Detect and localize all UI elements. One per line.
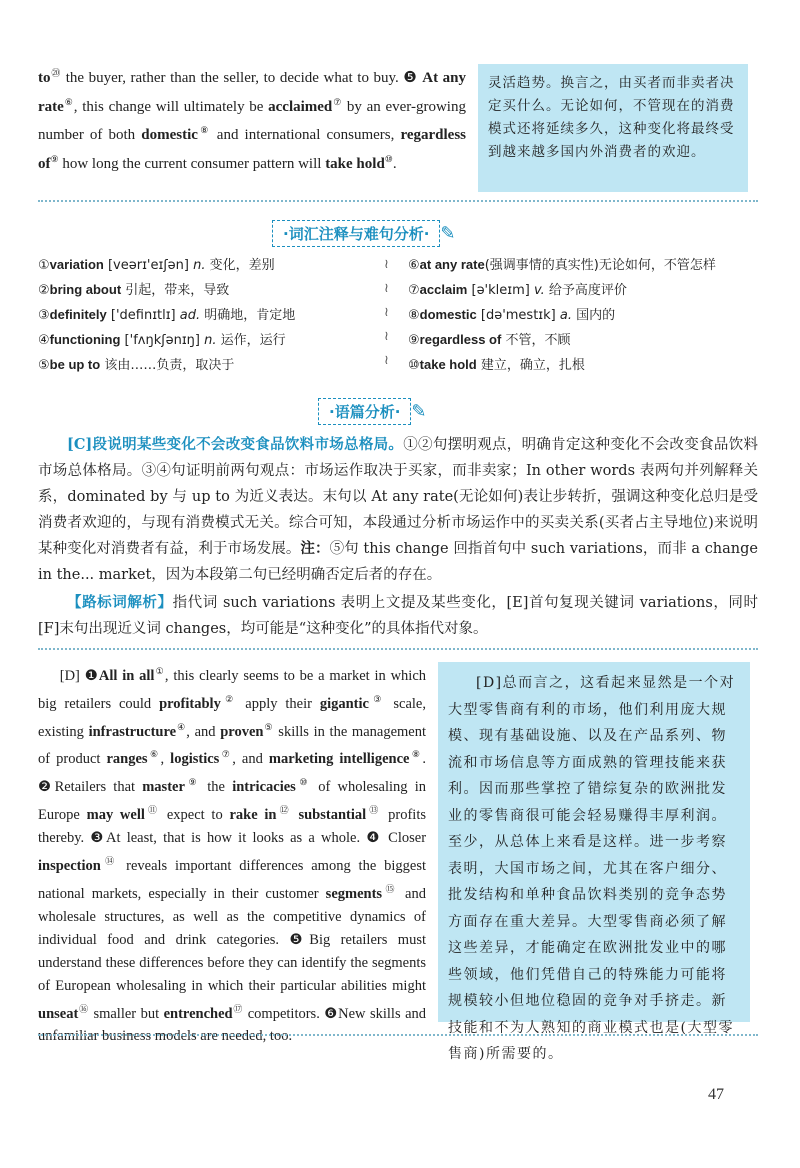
pen-icon: ✎ [440, 223, 456, 244]
paragraph-d-chinese-translation: [D]总而言之，这看起来显然是一个对大型零售商有利的市场，他们利用庞大规模、现有基础设施、以及在产品系列、物流和市场信息等方面成熟的管理技能来获利。因而那些掌控了错综复杂的欧洲批发业的零售商很可能会轻易赚得丰厚利润。至少，从总体上来看是这样。进一步考察表明，大国市场之间，尤其在客户细分、批发结构和单种食品饮料类别的竞争态势方面存在重大差异。大型零售商必须了解这些差异，才能确定在欧洲批发业中的哪些领域，他们凭借自己的特殊能力可能将规模较小但地位稳固的竞争对手挤走。新技能和不为人熟知的商业模式也是(大型零售商)所需要的。 [438, 662, 750, 1022]
vocab-item: ⑧domestic [də'mestɪk] a. 国内的 [408, 307, 616, 323]
analysis-section-title: ·语篇分析· [318, 398, 411, 425]
vocab-section-header [272, 220, 456, 247]
vocab-item: ④functioning ['fʌŋkʃənɪŋ] n. 运作，运行 [38, 332, 286, 348]
vocab-item: ⑩take hold 建立，确立，扎根 [408, 357, 585, 373]
vocab-list-left [38, 253, 368, 378]
divider [38, 648, 758, 650]
page-number: 47 [708, 1086, 724, 1103]
divider [38, 200, 758, 202]
vocab-item: ①variation [veərɪ'eɪʃən] n. 变化，差别 [38, 257, 275, 273]
vocab-list-right [408, 253, 758, 378]
analysis-paragraph: [C]段说明某些变化不会改变食品饮料市场总格局。①②句摆明观点，明确肯定这种变化不会改变食品饮料市场总体格局。③④句证明前两句观点：市场运作取决于买家，而非卖家；In other words 表两句并列解释关系，dominated by 与 up to 为近义表达。末句以 At any rate(无论如何)表让步转折，强调这种变化总归是受消费者欢迎的，与现有消费模式无关。综合可知，本段通过分析市场运作中的买卖关系(买者占主导地位)来说明某种变化对消费者有益，利于市场发展。注：⑤句 this change 回指首句中 such variations，而非 a change in the... market，因为本段第二句已经明确否定后者的存在。 [38, 436, 758, 583]
vocab-item: ⑨regardless of 不管，不顾 [408, 332, 571, 348]
vocab-column-separator: ≀ ≀ ≀ ≀ ≀ [384, 257, 389, 368]
analysis-section-header [318, 398, 427, 425]
vocab-item: ②bring about 引起，带来，导致 [38, 282, 230, 298]
vocab-item: ⑤be up to 该由……负责，取决于 [38, 357, 235, 373]
vocab-section-title: ·词汇注释与难句分析· [272, 220, 440, 247]
vocab-item: ⑥at any rate(强调事情的真实性)无论如何，不管怎样 [408, 257, 716, 273]
divider [38, 1034, 758, 1036]
paragraph-d-english: [D] ❶All in all①, this clearly seems to be a market in which big retailers could profitably② apply their gigantic③ scale, existing infrastructure④, and proven⑤ skills in the management of product ranges⑥, logistics⑦, and marketing intelligence⑧. ❷Retailers that master⑨ the intricacies⑩ of wholesaling in Europe may well⑪ expect to rake in⑫ substantial⑬ profits thereby. ❸At least, that is how it looks as a whole. ❹ Closer inspection⑭ reveals important differences among the biggest national markets, especially in their customer segments⑮ and wholesale structures, as well as the competitive dynamics of individual food and drink categories. ❺Big retailers must understand these differences before they can identify the segments of European wholesaling in which their particular abilities might unseat⑯ smaller but entrenched⑰ competitors. ❻New skills and unfamiliar business models are needed, too. [38, 666, 427, 1045]
vocab-item: ⑦acclaim [ə'kleɪm] v. 给予高度评价 [408, 282, 627, 298]
pen-icon: ✎ [411, 401, 427, 422]
top-english-paragraph: to⑳ the buyer, rather than the seller, to decide what to buy. ❺ At any rate⑥, this change will ultimately be acclaimed⑦ by an ever-growing number of both domestic⑧ and international consumers, regardless of⑨ how long the current consumer pattern will take hold⑩. [38, 68, 466, 172]
signpost-analysis-paragraph: 【路标词解析】指代词 such variations 表明上文提及某些变化，[E]首句复现关键词 variations，同时[F]末句出现近义词 changes，均可能是“这种变化”的具体指代对象。 [38, 594, 758, 637]
top-chinese-translation: 灵活趋势。换言之，由买者而非卖者决定买什么。无论如何，不管现在的消费模式还将延续多久，这种变化将最终受到越来越多国内外消费者的欢迎。 [478, 64, 748, 192]
vocab-item: ③definitely ['definɪtlɪ] ad. 明确地，肯定地 [38, 307, 296, 323]
